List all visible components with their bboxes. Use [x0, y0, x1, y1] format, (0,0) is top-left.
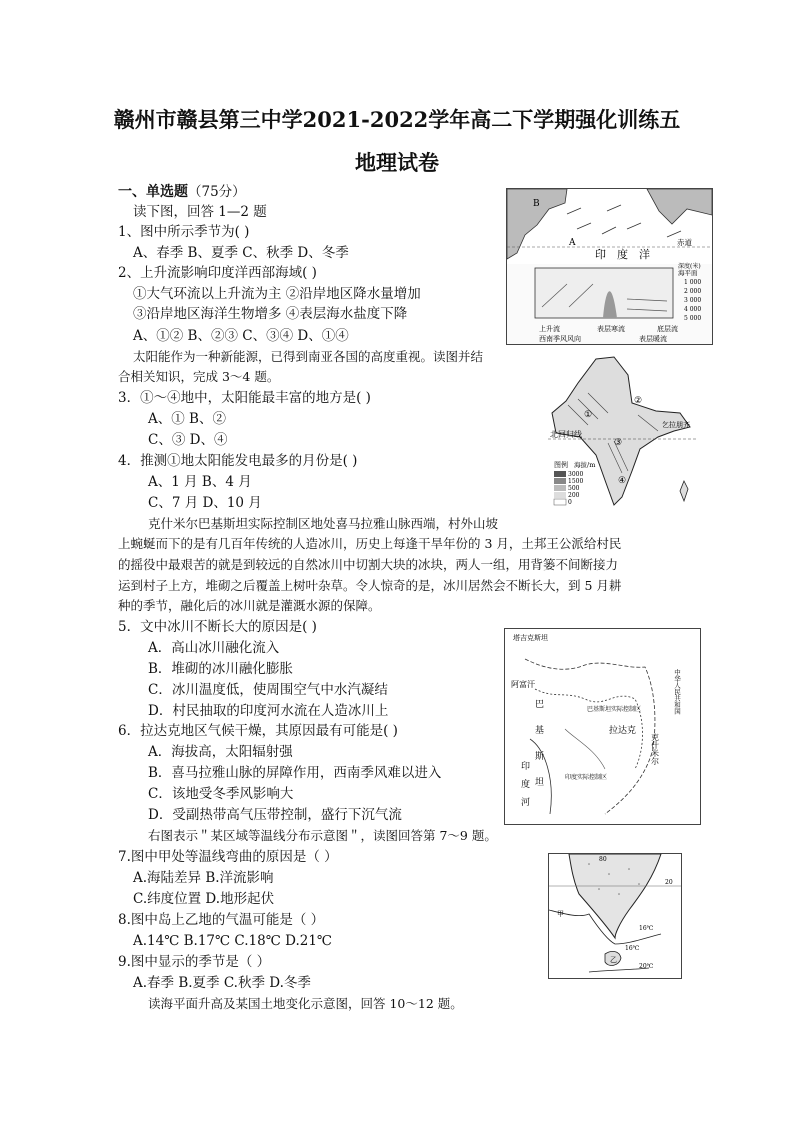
intro-q10-12: 读海平面升高及某国土地变化示意图，回答 10～12 题。 [148, 996, 463, 1011]
fig1-label-b: B [533, 199, 540, 209]
question-8-options: A.14℃ B.17℃ C.18℃ D.21℃ [133, 933, 333, 949]
fig3-afghanistan: 阿富汗 [511, 680, 535, 689]
question-5-option-c: C．冰川温度低，使周围空气中水汽凝结 [148, 682, 388, 698]
intro-q7-9: 右图表示＂某区域等温线分布示意图＂，读图回答第 7～9 题。 [148, 828, 497, 843]
figure-kashmir-map [504, 628, 701, 825]
fig1-legend-upwelling: 上升流 [539, 325, 560, 333]
fig3-indus-1: 印 [521, 762, 531, 772]
question-6-option-d: D．受副热带高气压带控制，盛行下沉气流 [148, 807, 402, 823]
question-4-options-b: C、7 月 D、10 月 [148, 495, 262, 511]
section-heading [118, 183, 246, 201]
fig3-india-controlled: 印度实际控制区 [565, 774, 608, 781]
fig1-label-yang: 洋 [639, 248, 650, 261]
question-6-option-c: C．该地受冬季风影响大 [148, 786, 294, 802]
kashmir-map [505, 629, 700, 824]
question-2-statements-a: ①大气环流以上升流为主 ②沿岸地区降水量增加 [133, 286, 421, 302]
question-2-statements-b: ③沿岸地区海洋生物增多 ④表层海水盐度下降 [133, 306, 408, 322]
document-subtitle: 地理试卷 [355, 150, 439, 175]
fig2-cherrapunji: 乞拉朋齐 [662, 421, 690, 429]
question-3-options-a: A、① B、② [148, 411, 226, 427]
fig1-label-sea-level: 海平面 [678, 269, 698, 277]
question-7-options-b: C.纬度位置 D.地形起伏 [133, 891, 275, 907]
fig1-label-yin: 印 [595, 248, 606, 261]
fig4-label-jia: 甲 [557, 910, 564, 918]
passage-line-1: 克什米尔巴基斯坦实际控制区地处喜马拉雅山脉西端，村外山坡 [148, 516, 499, 531]
fig2-legend-200: 200 [568, 492, 580, 499]
question-5: 5．文中冰川不断长大的原因是( ) [118, 619, 317, 635]
question-3: 3．①～④地中，太阳能最丰富的地方是( ) [118, 390, 371, 406]
fig1-depth-5000: 5 000 [684, 315, 702, 322]
question-8: 8.图中岛上乙地的气温可能是（ ） [118, 912, 325, 928]
intro-q1-2: 读下图，回答 1—2 题 [133, 204, 267, 220]
fig1-depth-2000: 2 000 [684, 288, 702, 295]
intro-q3-4-a: 太阳能作为一种新能源，已得到南亚各国的高度重视。读图并结 [133, 349, 484, 364]
isotherm-map [549, 854, 681, 978]
fig4-label-yi: 乙 [610, 956, 617, 964]
fig1-legend-sw-monsoon: 西南季风风向 [539, 335, 581, 343]
fig3-indus-3: 河 [521, 798, 531, 808]
fig2-point-3: ③ [614, 438, 623, 448]
fig1-depth-3000: 3 000 [684, 297, 702, 304]
fig1-legend-cold-current: 表层寒流 [597, 325, 625, 333]
fig2-legend-1500: 1500 [568, 478, 584, 485]
fig2-legend-3000: 3000 [568, 471, 584, 478]
question-1-options: A、春季 B、夏季 C、秋季 D、冬季 [133, 245, 349, 261]
question-7: 7.图中甲处等温线弯曲的原因是（ ） [118, 849, 338, 865]
fig4-longitude-80: 80 [599, 856, 607, 863]
fig2-tropic-of-cancer: 北回归线 [550, 430, 582, 439]
fig1-label-a: A [569, 238, 576, 248]
document-title: 赣州市赣县第三中学2021-2022学年高二下学期强化训练五 [113, 107, 681, 132]
fig2-legend-0: 0 [568, 499, 572, 506]
question-6-option-b: B．喜马拉雅山脉的屏障作用，西南季风难以进入 [148, 765, 442, 781]
fig2-point-4: ④ [618, 476, 627, 486]
fig4-latitude-20: 20 [665, 879, 673, 886]
fig4-isotherm-16-b: 16℃ [625, 945, 640, 952]
question-6-option-a: A．海拔高，太阳辐射强 [148, 744, 293, 760]
fig2-legend-500: 500 [568, 485, 580, 492]
fig2-legend-title: 图例 [554, 461, 568, 469]
fig1-label-equator: 赤道 [677, 238, 692, 247]
question-2: 2、上升流影响印度洋西部海域( ) [118, 265, 317, 281]
south-asia-map [548, 353, 696, 515]
fig1-depth-1000: 1 000 [684, 279, 702, 286]
fig2-point-1: ① [584, 410, 593, 420]
fig3-pak-controlled: 巴基斯坦实际控制区 [587, 706, 642, 713]
question-2-options: A、①② B、②③ C、③④ D、①④ [133, 328, 349, 344]
fig2-point-2: ② [634, 396, 643, 406]
ocean-current-diagram [507, 189, 712, 344]
question-9-options: A.春季 B.夏季 C.秋季 D.冬季 [133, 975, 311, 991]
question-4: 4．推测①地太阳能发电最多的月份是( ) [118, 453, 358, 469]
fig1-legend-warm-current: 表层暖流 [639, 335, 667, 343]
fig3-tajikistan: 塔吉克斯坦 [513, 634, 548, 642]
intro-q3-4-b: 合相关知识，完成 3～4 题。 [118, 369, 280, 384]
question-9: 9.图中显示的季节是（ ） [118, 954, 271, 970]
passage-line-2: 上蜿蜒而下的是有几百年传统的人造冰川，历史上每逢干旱年份的 3 月，土邦王公派给村民 [118, 536, 622, 551]
fig4-isotherm-16-a: 16℃ [639, 925, 654, 932]
figure-south-asia-map [548, 353, 696, 515]
fig1-label-depth: 深度(米) [678, 263, 701, 270]
figure-isotherm-map [548, 853, 682, 979]
fig3-pakistan-4: 坦 [535, 778, 545, 788]
question-5-option-b: B．堆砌的冰川融化膨胀 [148, 661, 293, 677]
question-4-options-a: A、1 月 B、4 月 [148, 474, 252, 490]
question-7-options-a: A.海陆差异 B.洋流影响 [133, 870, 274, 886]
fig3-indus-2: 度 [521, 780, 531, 790]
passage-line-5: 种的季节，融化后的冰川就是灌溉水源的保障。 [118, 598, 381, 613]
question-1: 1、图中所示季节为( ) [118, 224, 250, 240]
passage-line-3: 的摇役中最艰苦的就是到较远的自然冰川中切割大块的冰块，两人一组，用背篓不间断接力 [118, 557, 619, 572]
fig1-legend-bottom-current: 底层流 [657, 325, 678, 333]
question-6: 6．拉达克地区气候干燥，其原因最有可能是( ) [118, 723, 398, 739]
fig3-ladakh: 拉达克 [609, 726, 637, 736]
fig1-depth-4000: 4 000 [684, 306, 702, 313]
section-score: （75分） [188, 184, 246, 200]
fig4-isotherm-20: 20℃ [639, 963, 654, 970]
fig3-pakistan-1: 巴 [535, 700, 545, 710]
passage-line-4: 运到村子上方，堆砌之后覆盖上树叶杂草。令人惊奇的是，冰川居然会不断长大，到 5 月耕 [118, 578, 622, 593]
fig3-pakistan-3: 斯 [535, 752, 545, 762]
fig2-legend-altitude: 海拔/m [574, 461, 596, 469]
question-5-option-d: D．村民抽取的印度河水流在人造冰川上 [148, 703, 389, 719]
question-3-options-b: C、③ D、④ [148, 432, 228, 448]
fig3-china: 中华人民共和国 [673, 669, 681, 715]
section-title: 一、单选题 [118, 184, 188, 200]
figure-indian-ocean-currents [506, 188, 713, 345]
fig1-label-du: 度 [617, 248, 628, 261]
fig3-pakistan-2: 基 [535, 726, 545, 736]
question-5-option-a: A．高山冰川融化流入 [148, 640, 280, 656]
fig3-kashmir: 克什米尔 [650, 733, 660, 765]
